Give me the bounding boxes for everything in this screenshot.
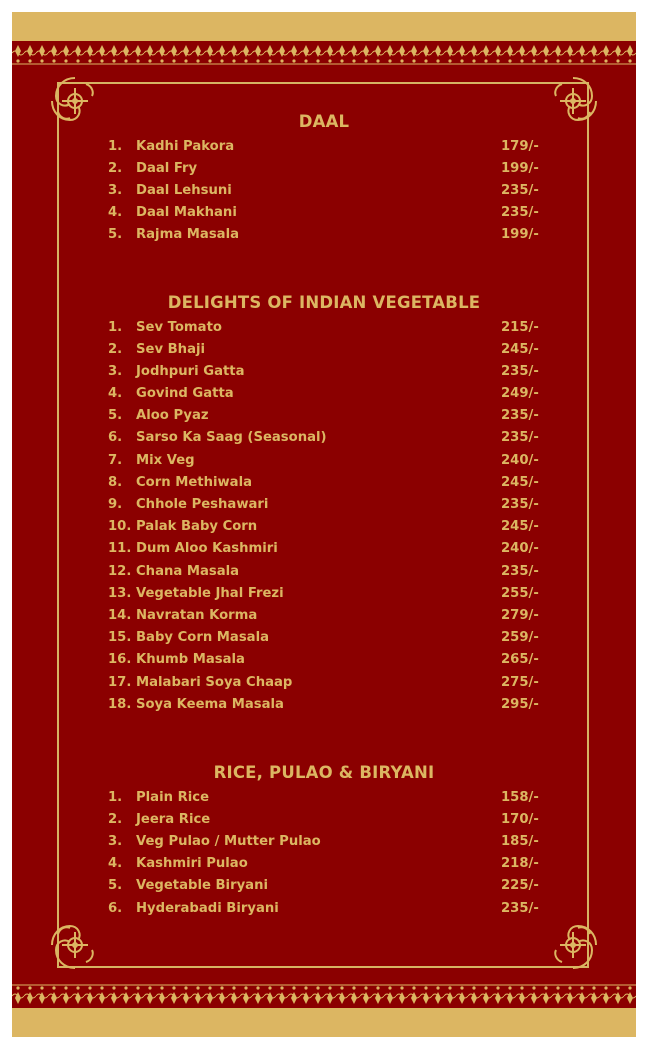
item-number: 4.: [108, 856, 123, 871]
item-number: 5.: [108, 878, 123, 893]
item-price: 185/-: [501, 834, 539, 849]
list-item: [12, 408, 636, 430]
menu-page: [12, 12, 636, 1037]
item-name: Soya Keema Masala: [136, 697, 284, 712]
item-number: 2.: [108, 342, 123, 357]
item-number: 14.: [108, 608, 132, 623]
item-number: 11.: [108, 541, 132, 556]
item-number: 1.: [108, 139, 123, 154]
list-item: [12, 564, 636, 586]
item-name: Kadhi Pakora: [136, 139, 235, 154]
item-name: Sev Tomato: [136, 320, 222, 335]
list-item: [12, 878, 636, 900]
item-price: 245/-: [501, 519, 539, 534]
list-item: [12, 901, 636, 923]
list-item: [12, 161, 636, 183]
item-number: 18.: [108, 697, 132, 712]
item-price: 249/-: [501, 386, 539, 401]
list-item: [12, 586, 636, 608]
list-item: [12, 205, 636, 227]
item-price: 235/-: [501, 497, 539, 512]
list-item: [12, 227, 636, 249]
item-price: 235/-: [501, 205, 539, 220]
item-name: Daal Lehsuni: [136, 183, 232, 198]
item-number: 8.: [108, 475, 123, 490]
item-price: 235/-: [501, 901, 539, 916]
list-item: [12, 812, 636, 834]
list-item: [12, 386, 636, 408]
item-name: Veg Pulao / Mutter Pulao: [136, 834, 321, 849]
item-price: 259/-: [501, 630, 539, 645]
section-title-vegetable: DELIGHTS OF INDIAN VEGETABLE: [167, 293, 481, 312]
item-number: 13.: [108, 586, 132, 601]
list-item: [12, 541, 636, 563]
list-item: [12, 475, 636, 497]
item-number: 12.: [108, 564, 132, 579]
item-number: 3.: [108, 834, 123, 849]
item-price: 199/-: [501, 161, 539, 176]
item-name: Vegetable Jhal Frezi: [136, 586, 284, 601]
item-name: Plain Rice: [136, 790, 210, 805]
item-name: Jodhpuri Gatta: [136, 364, 245, 379]
corner-ornament-bottom-left-icon: [46, 916, 104, 974]
item-number: 4.: [108, 205, 123, 220]
top-ornamental-border: [12, 41, 636, 65]
list-item: [12, 630, 636, 652]
item-number: 1.: [108, 790, 123, 805]
item-number: 2.: [108, 161, 123, 176]
item-number: 9.: [108, 497, 123, 512]
item-price: 235/-: [501, 430, 539, 445]
list-item: [12, 183, 636, 205]
item-price: 275/-: [501, 675, 539, 690]
item-name: Kashmiri Pulao: [136, 856, 248, 871]
item-price: 265/-: [501, 652, 539, 667]
list-item: [12, 320, 636, 342]
item-number: 1.: [108, 320, 123, 335]
item-name: Aloo Pyaz: [136, 408, 209, 423]
top-gold-band: [12, 12, 636, 41]
item-price: 235/-: [501, 364, 539, 379]
item-name: Dum Aloo Kashmiri: [136, 541, 278, 556]
item-name: Sarso Ka Saag (Seasonal): [136, 430, 327, 445]
item-name: Khumb Masala: [136, 652, 245, 667]
item-price: 245/-: [501, 475, 539, 490]
item-price: 235/-: [501, 183, 539, 198]
item-price: 199/-: [501, 227, 539, 242]
item-price: 235/-: [501, 408, 539, 423]
bottom-gold-band: [12, 1008, 636, 1037]
item-price: 218/-: [501, 856, 539, 871]
item-price: 240/-: [501, 541, 539, 556]
list-item: [12, 652, 636, 674]
item-price: 245/-: [501, 342, 539, 357]
item-name: Hyderabadi Biryani: [136, 901, 279, 916]
item-number: 3.: [108, 364, 123, 379]
item-name: Baby Corn Masala: [136, 630, 269, 645]
item-number: 6.: [108, 901, 123, 916]
corner-ornament-bottom-right-icon: [544, 916, 602, 974]
list-item: [12, 453, 636, 475]
item-name: Mix Veg: [136, 453, 195, 468]
list-item: [12, 364, 636, 386]
item-name: Govind Gatta: [136, 386, 234, 401]
item-name: Chhole Peshawari: [136, 497, 269, 512]
list-item: [12, 856, 636, 878]
item-name: Rajma Masala: [136, 227, 239, 242]
item-name: Jeera Rice: [136, 812, 211, 827]
item-name: Malabari Soya Chaap: [136, 675, 293, 690]
section-title-daal: DAAL: [298, 112, 350, 131]
item-name: Chana Masala: [136, 564, 240, 579]
item-price: 158/-: [501, 790, 539, 805]
item-name: Corn Methiwala: [136, 475, 253, 490]
item-number: 16.: [108, 652, 132, 667]
item-name: Daal Makhani: [136, 205, 237, 220]
item-price: 235/-: [501, 564, 539, 579]
section-title-rice: RICE, PULAO & BIRYANI: [213, 763, 435, 782]
item-number: 4.: [108, 386, 123, 401]
item-name: Vegetable Biryani: [136, 878, 268, 893]
list-item: [12, 675, 636, 697]
list-item: [12, 519, 636, 541]
list-item: [12, 697, 636, 719]
item-number: 3.: [108, 183, 123, 198]
list-item: [12, 139, 636, 161]
list-item: [12, 834, 636, 856]
item-price: 170/-: [501, 812, 539, 827]
item-price: 255/-: [501, 586, 539, 601]
item-price: 225/-: [501, 878, 539, 893]
list-item: [12, 497, 636, 519]
bottom-ornamental-border: [12, 984, 636, 1008]
list-item: [12, 430, 636, 452]
item-name: Navratan Korma: [136, 608, 258, 623]
item-number: 6.: [108, 430, 123, 445]
item-price: 279/-: [501, 608, 539, 623]
item-name: Palak Baby Corn: [136, 519, 258, 534]
item-number: 2.: [108, 812, 123, 827]
item-number: 15.: [108, 630, 132, 645]
list-item: [12, 790, 636, 812]
item-price: 295/-: [501, 697, 539, 712]
item-price: 179/-: [501, 139, 539, 154]
list-item: [12, 342, 636, 364]
item-name: Daal Fry: [136, 161, 198, 176]
item-number: 17.: [108, 675, 132, 690]
item-number: 5.: [108, 227, 123, 242]
item-number: 7.: [108, 453, 123, 468]
item-number: 5.: [108, 408, 123, 423]
list-item: [12, 608, 636, 630]
item-number: 10.: [108, 519, 132, 534]
item-price: 240/-: [501, 453, 539, 468]
item-name: Sev Bhaji: [136, 342, 206, 357]
item-price: 215/-: [501, 320, 539, 335]
